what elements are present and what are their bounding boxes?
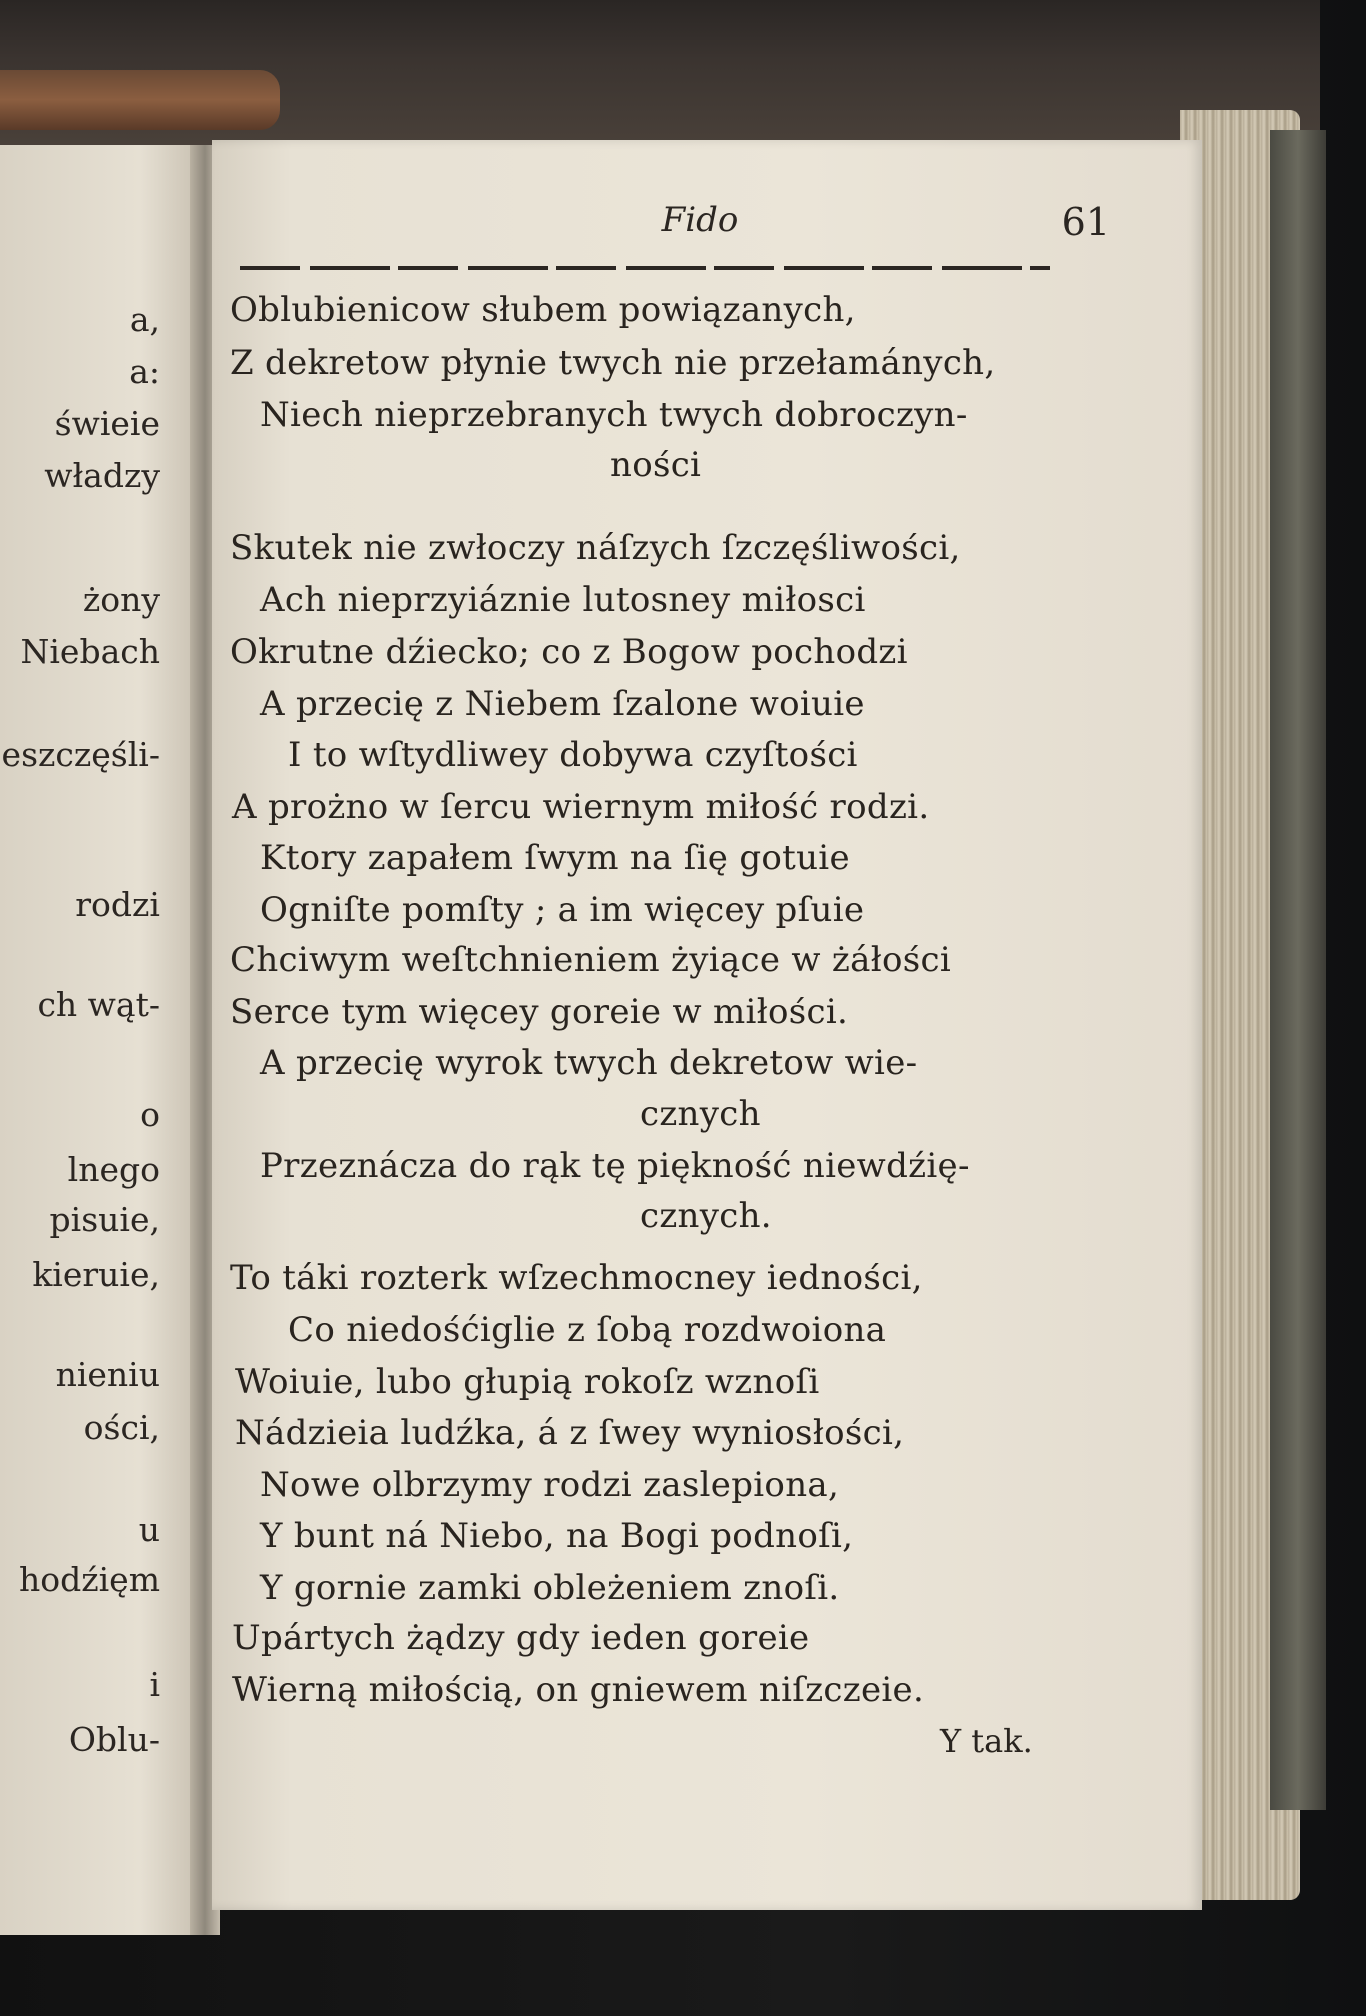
left-fragment: nieniu: [55, 1355, 160, 1394]
verse-line: Niech nieprzebranych twych dobroczyn-: [260, 395, 968, 435]
left-fragment: ch wąt-: [37, 985, 160, 1024]
verse-line: Nádzieia ludźka, á z ſwey wyniosłości,: [235, 1413, 905, 1453]
verse-line: Oblubienicow słubem powiązanych,: [230, 290, 856, 330]
verse-line: Ktory zapałem ſwym na ſię gotuie: [260, 838, 850, 878]
verse-line: Przeznácza do rąk tę piękność niewdźię-: [260, 1146, 970, 1186]
running-head: Fido: [661, 200, 739, 240]
catchword: Y tak.: [940, 1722, 1033, 1760]
verse-line: Z dekretow płynie twych nie przełamánych,: [230, 343, 996, 383]
verse-line: cznych: [640, 1094, 761, 1134]
verse-line: Chciwym weſtchnieniem żyiące w żáłości: [230, 940, 952, 980]
left-fragment: o: [140, 1095, 160, 1134]
verse-line: A przecię z Niebem ſzalone woiuie: [260, 684, 865, 724]
verse-line: ności: [610, 445, 702, 485]
verse-line: Okrutne dźiecko; co z Bogow pochodzi: [230, 632, 908, 672]
verse-line: A przecię wyrok twych dekretow wie-: [260, 1043, 918, 1083]
verse-line: Serce tym więcey goreie w miłości.: [230, 992, 849, 1032]
left-fragment: Niebach: [20, 632, 160, 671]
page-number: 61: [1061, 200, 1110, 244]
verse-line: To táki rozterk wſzechmocney iedności,: [230, 1258, 923, 1298]
left-fragment: rodzi: [75, 885, 160, 924]
left-fragment: eszczęśli-: [1, 735, 160, 774]
left-fragment: a,: [129, 300, 160, 339]
verse-line: Wierną miłością, on gniewem niſzczeie.: [232, 1670, 925, 1710]
left-page-text: [0, 0, 200, 2016]
left-fragment: ości,: [83, 1408, 160, 1447]
left-fragment: Oblu-: [68, 1720, 160, 1759]
verse-line: Ach nieprzyiáznie lutosney miłosci: [260, 580, 866, 620]
left-fragment: świeie: [54, 404, 160, 443]
page-header: [240, 200, 1120, 250]
verse-line: Nowe olbrzymy rodzi zaslepiona,: [260, 1465, 840, 1505]
left-fragment: i: [149, 1665, 160, 1704]
verse-line: Y bunt ná Niebo, na Bogi podnoſi,: [260, 1516, 854, 1556]
left-fragment: a:: [129, 352, 160, 391]
left-fragment: kieruie,: [32, 1255, 160, 1294]
left-fragment: pisuie,: [49, 1200, 160, 1239]
left-fragment: u: [138, 1510, 160, 1549]
verse-line: A prożno w ſercu wiernym miłość rodzi.: [232, 787, 930, 827]
verse-line: Co niedośćiglie z ſobą rozdwoiona: [288, 1310, 887, 1350]
verse-line: Woiuie, lubo głupią rokoſz wznoſi: [235, 1362, 820, 1402]
verse-line: I to wſtydliwey dobywa czyſtości: [288, 735, 858, 775]
verse-line: Upártych żądzy gdy ieden goreie: [232, 1618, 810, 1658]
verse-line: Y gornie zamki obleżeniem znoſi.: [260, 1568, 840, 1608]
left-fragment: żony: [82, 580, 160, 619]
verse-line: Skutek nie zwłoczy náſzych ſzczęśliwości,: [230, 528, 961, 568]
left-fragment: władzy: [44, 456, 160, 495]
left-fragment: hodźięm: [18, 1560, 160, 1599]
left-fragment: lnego: [67, 1150, 160, 1189]
book-cover-right: [1270, 130, 1326, 1810]
verse-line: cznych.: [640, 1196, 772, 1236]
header-rule: [240, 266, 1050, 270]
verse-line: Ogniſte pomſty ; a im więcey pſuie: [260, 890, 865, 930]
